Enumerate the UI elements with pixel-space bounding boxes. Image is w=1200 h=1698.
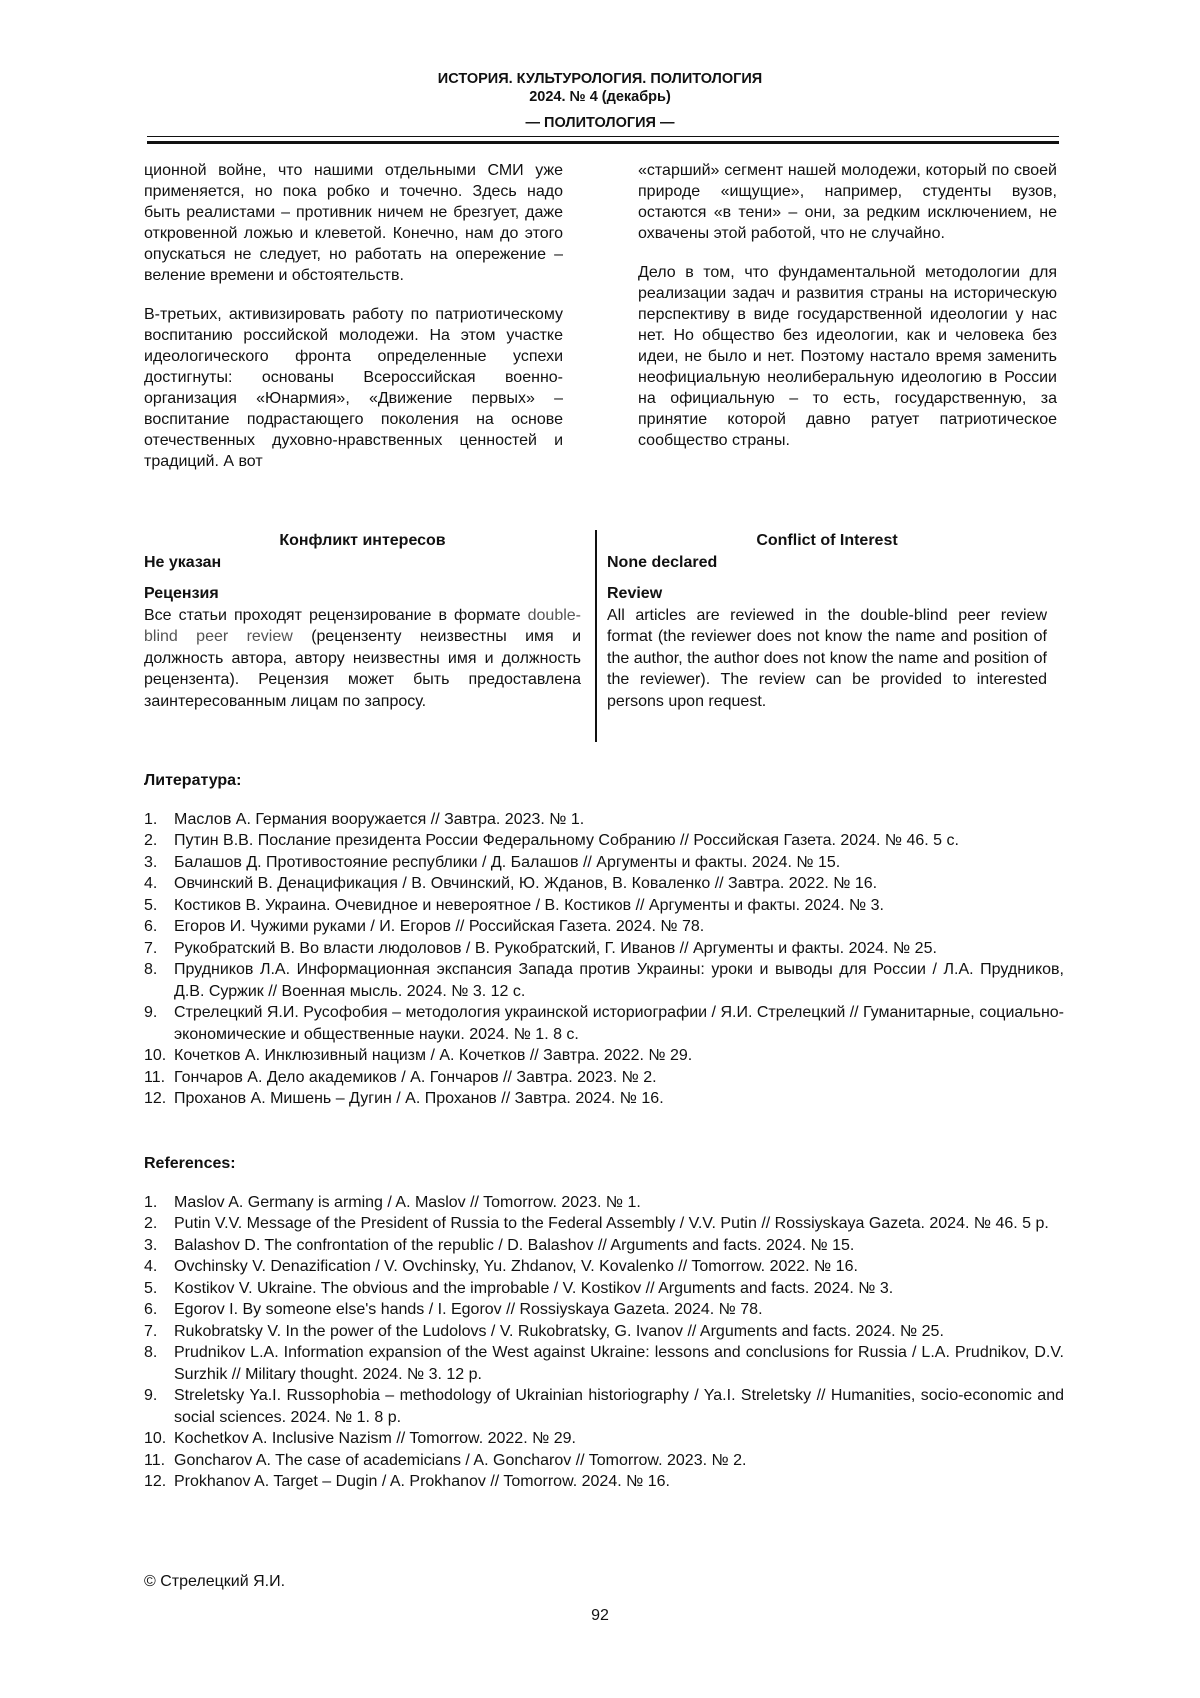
references-heading-en: References: [144,1155,236,1172]
reference-number: 11. [144,1068,166,1086]
reference-number: 10. [144,1047,167,1064]
references-list-en [144,1192,1064,1493]
reference-text: Маслов А. Германия вооружается // Завтра. 2023. № 1. [174,810,585,828]
reference-number: 4. [144,875,158,892]
review-heading-ru: Рецензия [144,585,219,602]
reference-number: 3. [144,1236,158,1254]
references-list-ru [144,809,1064,1110]
vertical-divider [595,530,597,742]
paragraph: «старший» сегмент нашей молодежи, который по своей природе «ищущие», например, студенты вузов, остаются «в тени» – они, за редким исключением, не охвачены этой работой, что не случайно. [638,162,1057,242]
references-heading-ru: Литература: [144,772,242,789]
reference-item [144,1299,1064,1321]
reference-text: Kochetkov A. Inclusive Nazism // Tomorrow. 2022. № 29. [174,1430,576,1447]
body-column-right [638,160,1057,469]
review-format-term: double-blind peer review [144,606,581,645]
reference-text: Streletsky Ya.I. Russophobia – methodology of Ukrainian historiography / Ya.I. Streletsky // Humanities, socio-economic and social sciences. 2024. № 1. 8 p. [174,1387,1064,1426]
reference-item [144,1450,1064,1472]
reference-item [144,873,1064,895]
reference-number: 2. [144,832,158,849]
reference-item [144,830,1064,852]
reference-number: 5. [144,1279,158,1297]
reference-item [144,1278,1064,1300]
conflict-value-ru: Не указан [144,553,222,571]
reference-item [144,1385,1064,1428]
reference-text: Kostikov V. Ukraine. The obvious and the improbable / V. Kostikov // Arguments and facts. 2024. № 3. [174,1279,894,1297]
reference-text: Овчинский В. Денацификация / В. Овчинский, Ю. Жданов, В. Коваленко // Завтра. 2022. № 16. [174,875,878,892]
header-rule-thick [147,141,1059,144]
conflict-heading-ru: Конфликт интересов [279,532,446,549]
reference-number: 6. [144,918,158,935]
page-number: 92 [591,1607,609,1624]
reference-text: Balashov D. The confrontation of the republic / D. Balashov // Arguments and facts. 2024. № 15. [174,1236,855,1254]
reference-number: 1. [144,810,158,828]
reference-number: 8. [144,961,158,978]
reference-text: Prudnikov L.A. Information expansion of the West against Ukraine: lessons and conclusions for Russia / L.A. Prudnikov, D.V. Surzhik // Military thought. 2024. № 3. 12 p. [174,1344,1064,1383]
body-column-left [144,160,563,490]
reference-item [144,1192,1064,1214]
reference-text: Кочетков А. Инклюзивный нацизм / А. Кочетков // Завтра. 2022. № 29. [174,1047,693,1064]
conflict-heading-en: Conflict of Interest [756,532,898,549]
reference-text: Putin V.V. Message of the President of Russia to the Federal Assembly / V.V. Putin // Rossiyskaya Gazeta. 2024. № 46. 5 p. [174,1215,1049,1232]
reference-text: Стрелецкий Я.И. Русофобия – методология украинской историографии / Я.И. Стрелецкий // Гуманитарные, социально-экономические и общественные науки. 2024. № 1. 8 с. [174,1004,1065,1043]
review-text-part: Все статьи проходят рецензирование в формате [144,606,528,624]
reference-item [144,916,1064,938]
copyright: © Стрелецкий Я.И. [144,1573,286,1590]
review-heading-en: Review [607,585,663,602]
reference-item [144,1321,1064,1343]
reference-text: Egorov I. By someone else's hands / I. Egorov // Rossiyskaya Gazeta. 2024. № 78. [174,1301,763,1318]
paragraph: Дело в том, что фундаментальной методологии для реализации задач и развития страны на историческую перспективу в виде государственной идеологии у нас нет. Но общество без идеологии, как и человека без идеи, не было и нет. Поэтому настало время заменить неофициальную неолиберальную идеологию в России на официальную – то есть, государственную, за принятие которой давно ратует патриотическое сообщество страны. [638,264,1057,449]
conflict-value-en: None declared [607,553,718,571]
reference-item [144,1213,1064,1235]
reference-number: 9. [144,1004,158,1021]
references-en [144,1153,1064,1493]
reference-item [144,1256,1064,1278]
reference-item [144,1045,1064,1067]
reference-number: 7. [144,1322,158,1340]
paragraph: В-третьих, активизировать работу по патриотическому воспитанию российской молодежи. На этом участке идеологического фронта определенные успехи достигнуты: основаны Всероссийская военно-организация «Юнармия», «Движение первых» – воспитание подрастающего поколения на основе отечественных духовно-нравственных ценностей и традиций. А вот [144,306,563,470]
reference-text: Рукобратский В. Во власти людоловов / В. Рукобратский, Г. Иванов // Аргументы и факты. 2024. № 25. [174,939,937,957]
reference-number: 1. [144,1193,158,1211]
review-text-part: (рецензенту неизвестны имя и должность автора, автору неизвестны имя и должность рецензента). Рецензия может быть предоставлена заинтересованным лицам по запросу. [144,628,582,710]
page-header [0,70,1200,132]
reference-text: Гончаров А. Дело академиков / А. Гончаров // Завтра. 2023. № 2. [174,1068,657,1086]
reference-number: 9. [144,1387,158,1404]
reference-item [144,959,1064,1002]
reference-number: 7. [144,939,158,957]
reference-text: Путин В.В. Послание президента России Федеральному Собранию // Российская Газета. 2024. № 46. 5 с. [174,832,959,849]
reference-item [144,895,1064,917]
reference-item [144,1428,1064,1450]
review-text-en: All articles are reviewed in the double-blind peer review format (the reviewer does not know the name and position of the author, the author does not know the name and position of the reviewer). The review can be provided to interested persons upon request. [607,606,1047,710]
reference-text: Goncharov A. The case of academicians / A. Goncharov // Tomorrow. 2023. № 2. [174,1451,747,1469]
reference-number: 12. [144,1090,167,1107]
reference-number: 11. [144,1451,166,1469]
reference-text: Проханов А. Мишень – Дугин / А. Проханов // Завтра. 2024. № 16. [174,1090,664,1107]
reference-text: Прудников Л.А. Информационная экспансия Запада против Украины: уроки и выводы для России / Л.А. Прудников, Д.В. Суржик // Военная мысль. 2024. № 3. 12 с. [174,961,1064,1000]
reference-item [144,1471,1064,1493]
reference-number: 12. [144,1473,167,1490]
reference-item [144,852,1064,874]
reference-number: 10. [144,1430,167,1447]
section-title: — ПОЛИТОЛОГИЯ — [525,115,675,131]
reference-item [144,1067,1064,1089]
reference-item [144,938,1064,960]
reference-item [144,1342,1064,1385]
reference-number: 8. [144,1344,158,1361]
reference-item [144,1235,1064,1257]
journal-issue: 2024. № 4 (декабрь) [529,89,671,105]
journal-title: ИСТОРИЯ. КУЛЬТУРОЛОГИЯ. ПОЛИТОЛОГИЯ [437,71,763,87]
reference-text: Костиков В. Украина. Очевидное и невероятное / В. Костиков // Аргументы и факты. 2024. № 3. [174,896,884,914]
reference-number: 5. [144,896,158,914]
reference-number: 3. [144,853,158,871]
reference-text: Maslov A. Germany is arming / A. Maslov // Tomorrow. 2023. № 1. [174,1193,641,1211]
conflict-en [607,530,1047,712]
reference-text: Егоров И. Чужими руками / И. Егоров // Российская Газета. 2024. № 78. [174,918,705,935]
reference-text: Rukobratsky V. In the power of the Ludolovs / V. Rukobratsky, G. Ivanov // Arguments and facts. 2024. № 25. [174,1322,944,1340]
conflict-of-interest-block [144,530,1060,742]
reference-item [144,1088,1064,1110]
reference-number: 4. [144,1258,158,1275]
reference-text: Балашов Д. Противостояние республики / Д. Балашов // Аргументы и факты. 2024. № 15. [174,853,841,871]
reference-item [144,1002,1064,1045]
reference-text: Ovchinsky V. Denazification / V. Ovchinsky, Yu. Zhdanov, V. Kovalenko // Tomorrow. 2022. № 16. [174,1258,858,1275]
review-text-ru [144,605,581,713]
reference-number: 6. [144,1301,158,1318]
header-rule-thin [147,136,1059,137]
conflict-ru [144,530,581,712]
reference-number: 2. [144,1215,158,1232]
reference-item [144,809,1064,831]
references-ru [144,770,1064,1110]
reference-text: Prokhanov A. Target – Dugin / A. Prokhanov // Tomorrow. 2024. № 16. [174,1473,670,1490]
paragraph: ционной войне, что нашими отдельными СМИ уже применяется, но пока робко и точечно. Здесь надо быть реалистами – противник ничем не брезгует, даже откровенной ложью и клеветой. Конечно, нам до этого опускаться не следует, но работать на опережение – веление времени и обстоятельств. [144,162,563,284]
